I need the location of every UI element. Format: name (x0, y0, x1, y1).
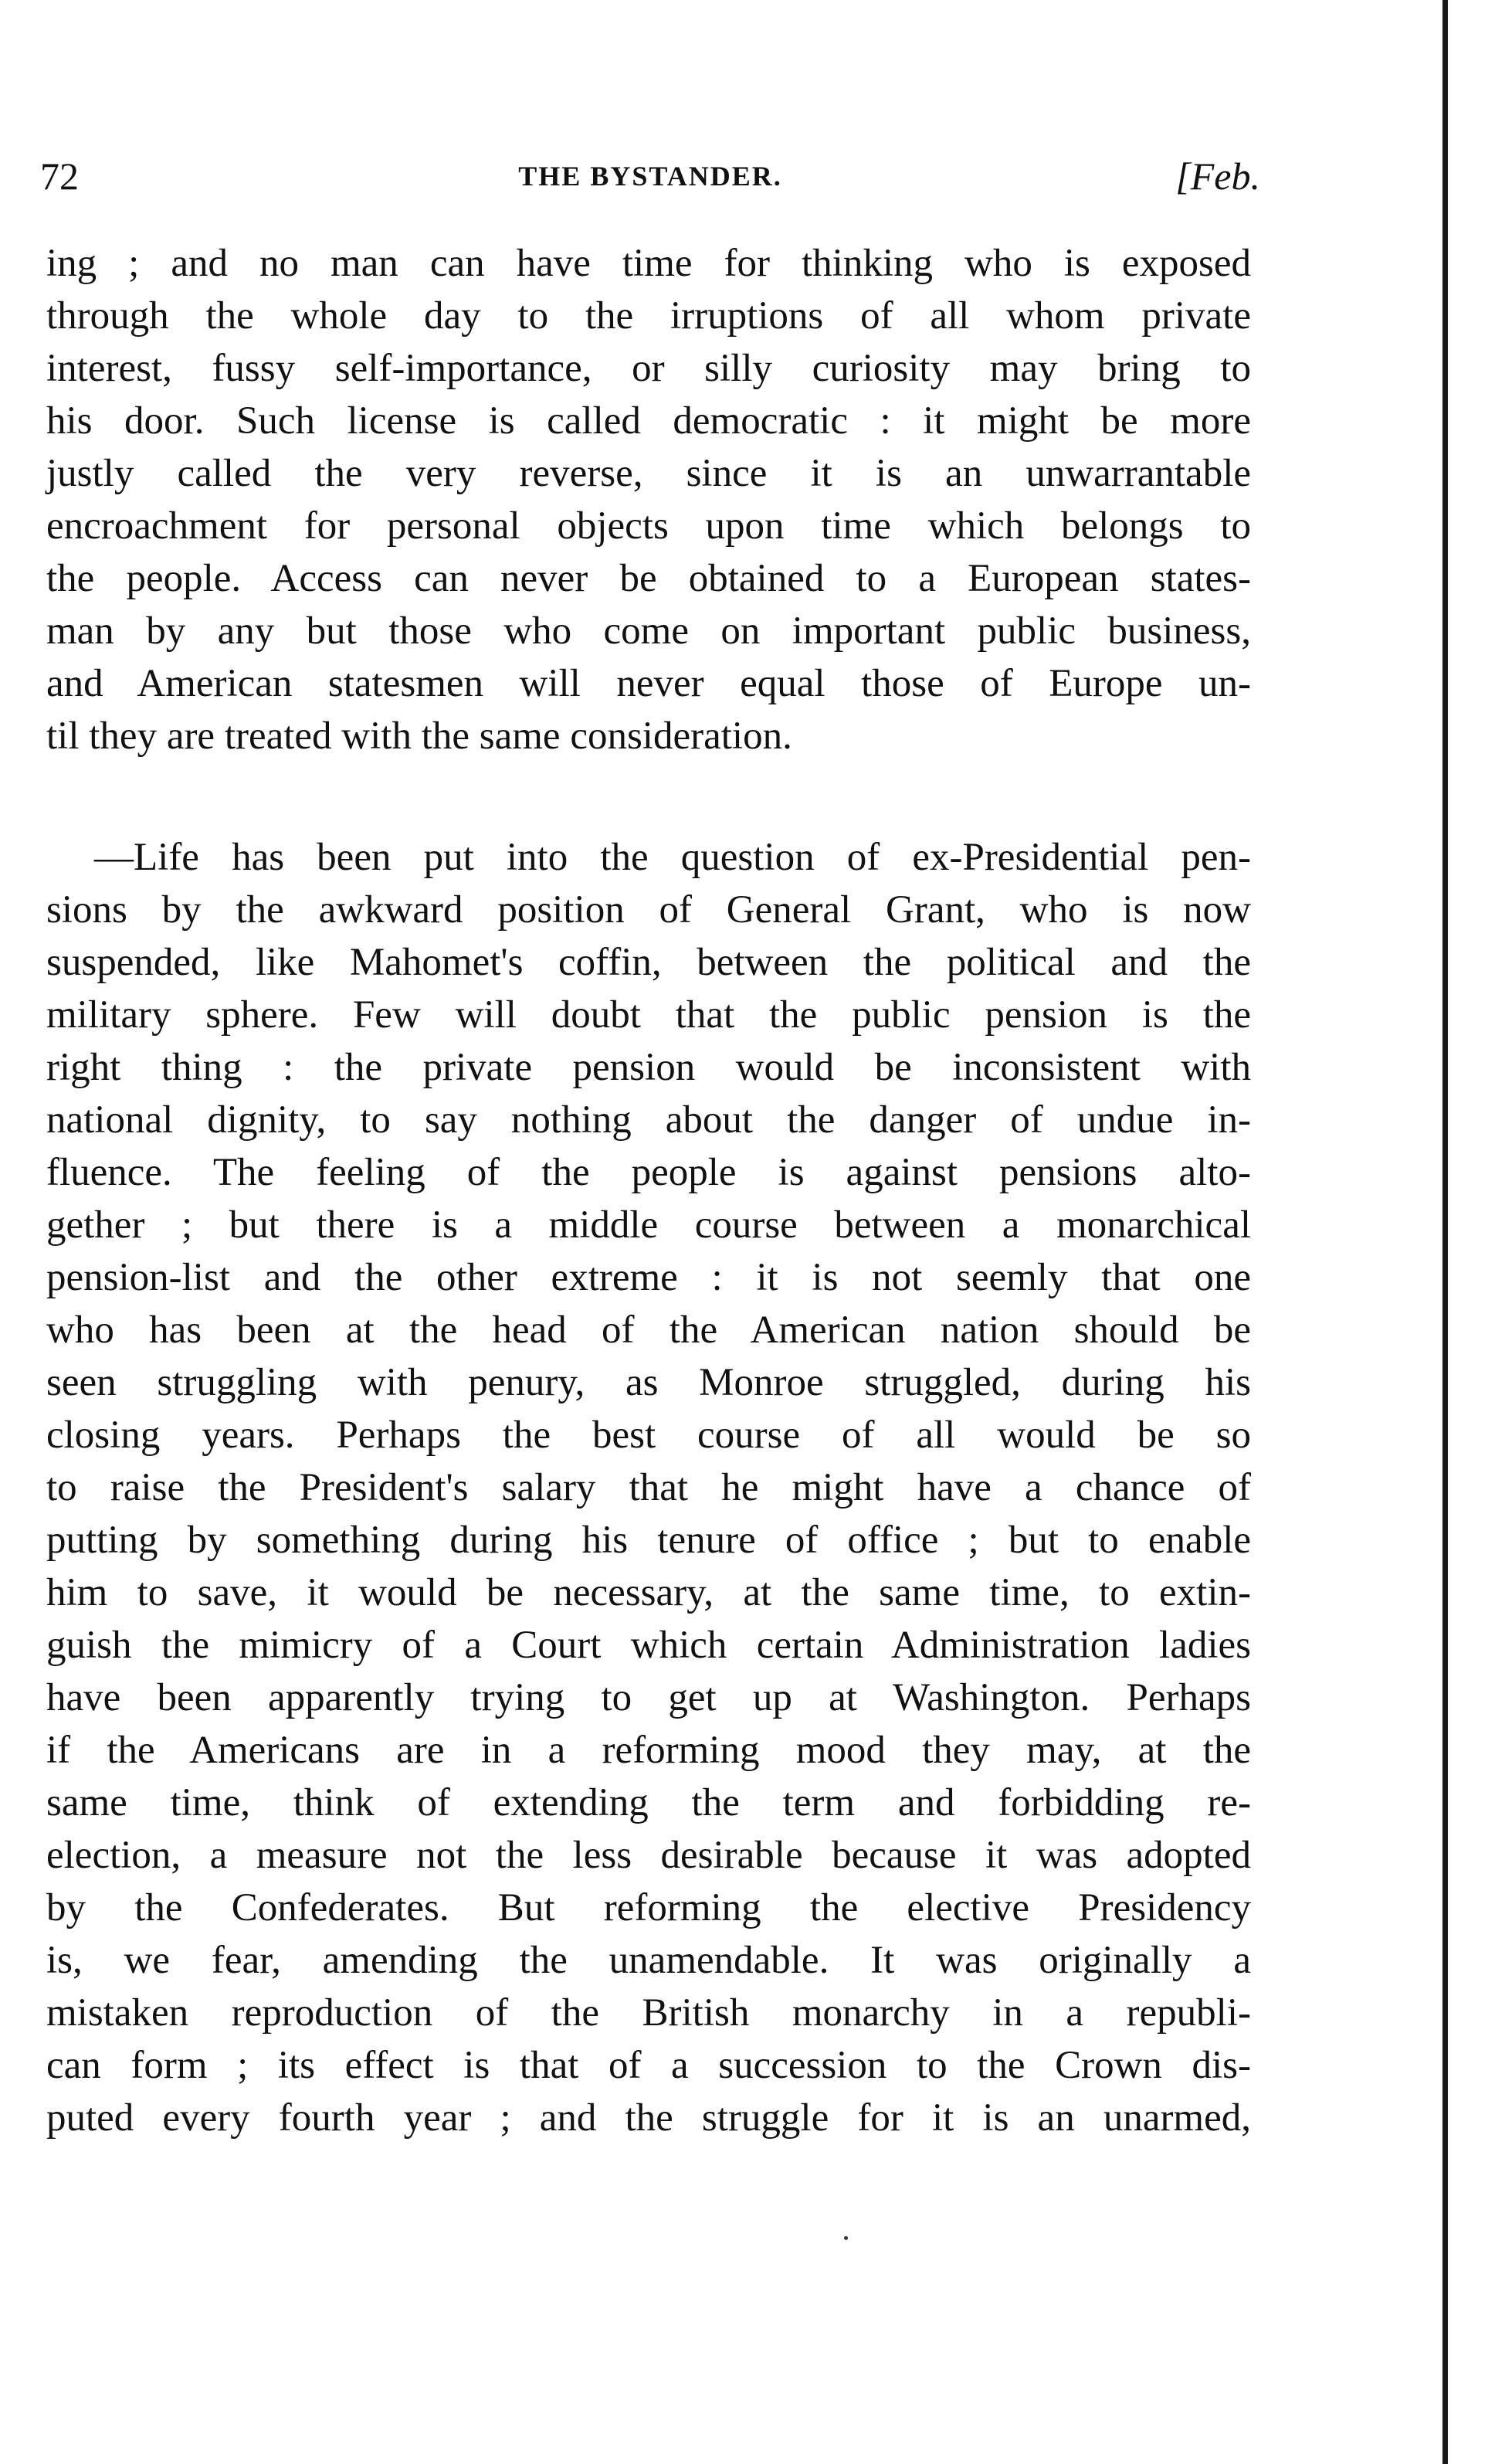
text-line: by the Confederates. But reforming the elective Presidency (46, 1886, 1251, 1929)
page-number: 72 (40, 154, 79, 198)
text-line: the people. Access can never be obtained to a European states- (46, 557, 1251, 600)
text-line: right thing : the private pension would be inconsistent with (46, 1046, 1251, 1089)
text-line: have been apparently trying to get up at Washington. Perhaps (46, 1676, 1251, 1719)
text-line: closing years. Perhaps the best course of all would be so (46, 1414, 1251, 1457)
text-line: —Life has been put into the question of ex-Presidential pen- (94, 836, 1251, 879)
text-line: gether ; but there is a middle course between a monarchical (46, 1203, 1251, 1247)
ink-speck (844, 2236, 848, 2240)
running-head: THE BYSTANDER. (518, 161, 782, 192)
text-line: election, a measure not the less desirable because it was adopted (46, 1834, 1251, 1877)
page-edge-rule (1442, 0, 1448, 2464)
text-line: can form ; its effect is that of a succession to the Crown dis- (46, 2044, 1251, 2087)
page-header (40, 145, 1260, 207)
text-line: national dignity, to say nothing about the danger of undue in- (46, 1098, 1251, 1142)
text-line: pension-list and the other extreme : it is not seemly that one (46, 1256, 1251, 1299)
text-line: putting by something during his tenure of office ; but to enable (46, 1519, 1251, 1562)
text-line: man by any but those who come on important public business, (46, 609, 1251, 653)
paragraph-continued (46, 237, 1251, 762)
text-line: encroachment for personal objects upon time which belongs to (46, 504, 1251, 548)
text-line: if the Americans are in a reforming mood they may, at the (46, 1729, 1251, 1772)
section-date: [Feb. (1175, 154, 1260, 198)
text-line: him to save, it would be necessary, at the same time, to extin- (46, 1571, 1251, 1614)
text-line: and American statesmen will never equal those of Europe un- (46, 662, 1251, 705)
text-line: interest, fussy self-importance, or silly curiosity may bring to (46, 347, 1251, 390)
text-line: sions by the awkward position of General Grant, who is now (46, 888, 1251, 932)
text-line: his door. Such license is called democratic : it might be more (46, 399, 1251, 443)
text-line: ing ; and no man can have time for thinking who is exposed (46, 242, 1251, 285)
text-line: same time, think of extending the term and forbidding re- (46, 1781, 1251, 1824)
text-line: puted every fourth year ; and the struggle for it is an unarmed, (46, 2096, 1251, 2140)
paragraph-pensions (46, 831, 1251, 2144)
text-line: justly called the very reverse, since it is an unwarrantable (46, 452, 1251, 495)
text-line: through the whole day to the irruptions of all whom private (46, 294, 1251, 338)
text-line: suspended, like Mahomet's coffin, between the political and the (46, 941, 1251, 984)
text-line: til they are treated with the same consideration. (46, 714, 792, 758)
text-line: is, we fear, amending the unamendable. It was originally a (46, 1939, 1251, 1982)
text-line: fluence. The feeling of the people is against pensions alto- (46, 1151, 1251, 1194)
text-line: mistaken reproduction of the British monarchy in a republi- (46, 1991, 1251, 2035)
text-line: to raise the President's salary that he might have a chance of (46, 1466, 1251, 1509)
text-line: seen struggling with penury, as Monroe struggled, during his (46, 1361, 1251, 1404)
text-line: guish the mimicry of a Court which certain Administration ladies (46, 1624, 1251, 1667)
text-line: military sphere. Few will doubt that the public pension is the (46, 993, 1251, 1037)
text-line: who has been at the head of the American nation should be (46, 1308, 1251, 1352)
